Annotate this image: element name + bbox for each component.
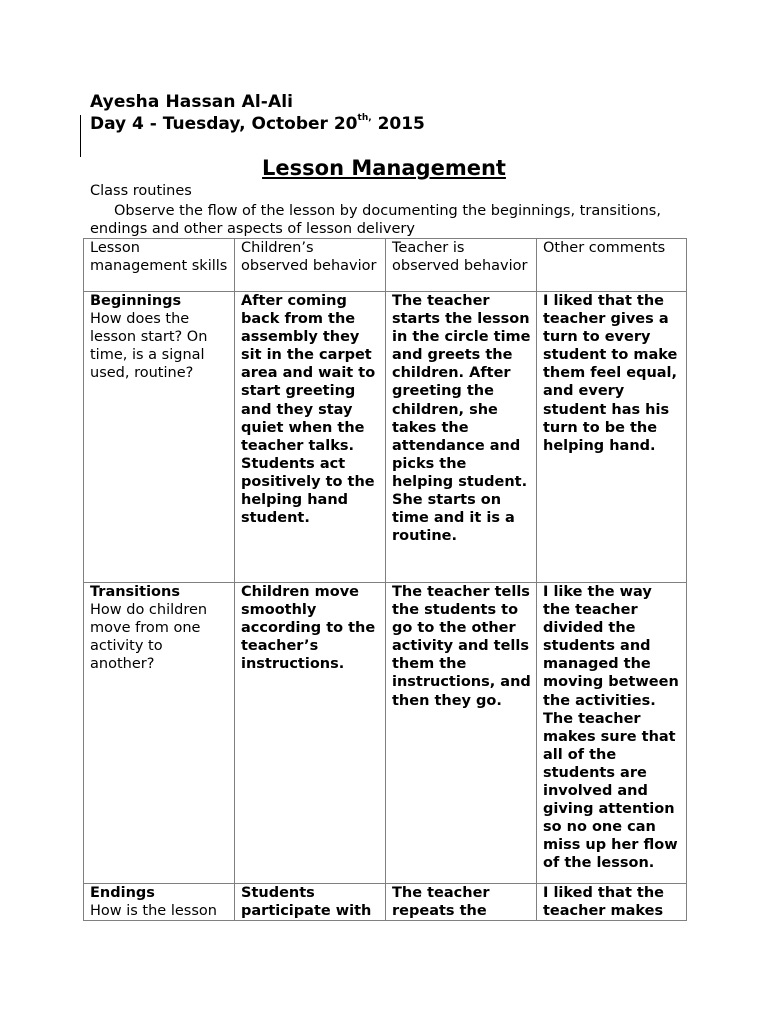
author-name: Ayesha Hassan Al-Ali	[90, 92, 294, 112]
skill-cell	[84, 583, 235, 884]
skill-question: How do children move from one activity to another?	[90, 602, 208, 673]
column-header: Teacher is observed behavior	[386, 239, 537, 292]
table-row	[84, 292, 687, 583]
date-ordinal-suffix: th,	[357, 113, 372, 123]
page-title: Lesson Management	[262, 156, 506, 180]
table-row	[84, 583, 687, 884]
column-header: Children’s observed behavior	[235, 239, 386, 292]
date-text: Day 4 - Tuesday, October 20	[90, 114, 358, 134]
teacher-behavior-cell: The teacher tells the students to go to the other activity and tells them the instructions, and then they go.	[386, 583, 537, 884]
instructions-text: Observe the flow of the lesson by documenting the beginnings, transitions, endings and other aspects of lesson delivery	[90, 203, 661, 237]
date-year: 2015	[371, 114, 425, 134]
teacher-behavior-cell: The teacher starts the lesson in the circle time and greets the children. After greeting the children, she takes the attendance and picks the helping student. She starts on time and it is a routine.	[386, 292, 537, 583]
skill-question: How does the lesson start? On time, is a signal used, routine?	[90, 311, 208, 382]
section-subheading: Class routines	[90, 183, 192, 199]
column-header: Lesson management skills	[84, 239, 235, 292]
skill-name: Beginnings	[90, 293, 182, 309]
children-behavior-cell: Students participate with	[235, 884, 386, 921]
comments-cell: I like the way the teacher divided the students and managed the moving between the activities. The teacher makes sure that all of the students are involved and giving attention so no one can miss up her flow of the lesson.	[537, 583, 687, 884]
skill-question: How is the lesson	[90, 903, 217, 920]
skill-name: Endings	[90, 885, 155, 901]
teacher-behavior-cell: The teacher repeats the	[386, 884, 537, 921]
text-cursor-bar	[80, 115, 81, 157]
lesson-management-table	[83, 238, 687, 921]
table-header-row	[84, 239, 687, 292]
children-behavior-cell: Children move smoothly according to the teacher’s instructions.	[235, 583, 386, 884]
skill-cell	[84, 292, 235, 583]
date-line	[90, 114, 425, 134]
comments-cell: I liked that the teacher makes	[537, 884, 687, 921]
comments-cell: I liked that the teacher gives a turn to every student to make them feel equal, and every student has his turn to be the helping hand.	[537, 292, 687, 583]
children-behavior-cell: After coming back from the assembly they sit in the carpet area and wait to start greeting and they stay quiet when the teacher talks. Students act positively to the helping hand student.	[235, 292, 386, 583]
table-row	[84, 884, 687, 921]
skill-name: Transitions	[90, 584, 180, 600]
skill-cell	[84, 884, 235, 921]
column-header: Other comments	[537, 239, 687, 292]
